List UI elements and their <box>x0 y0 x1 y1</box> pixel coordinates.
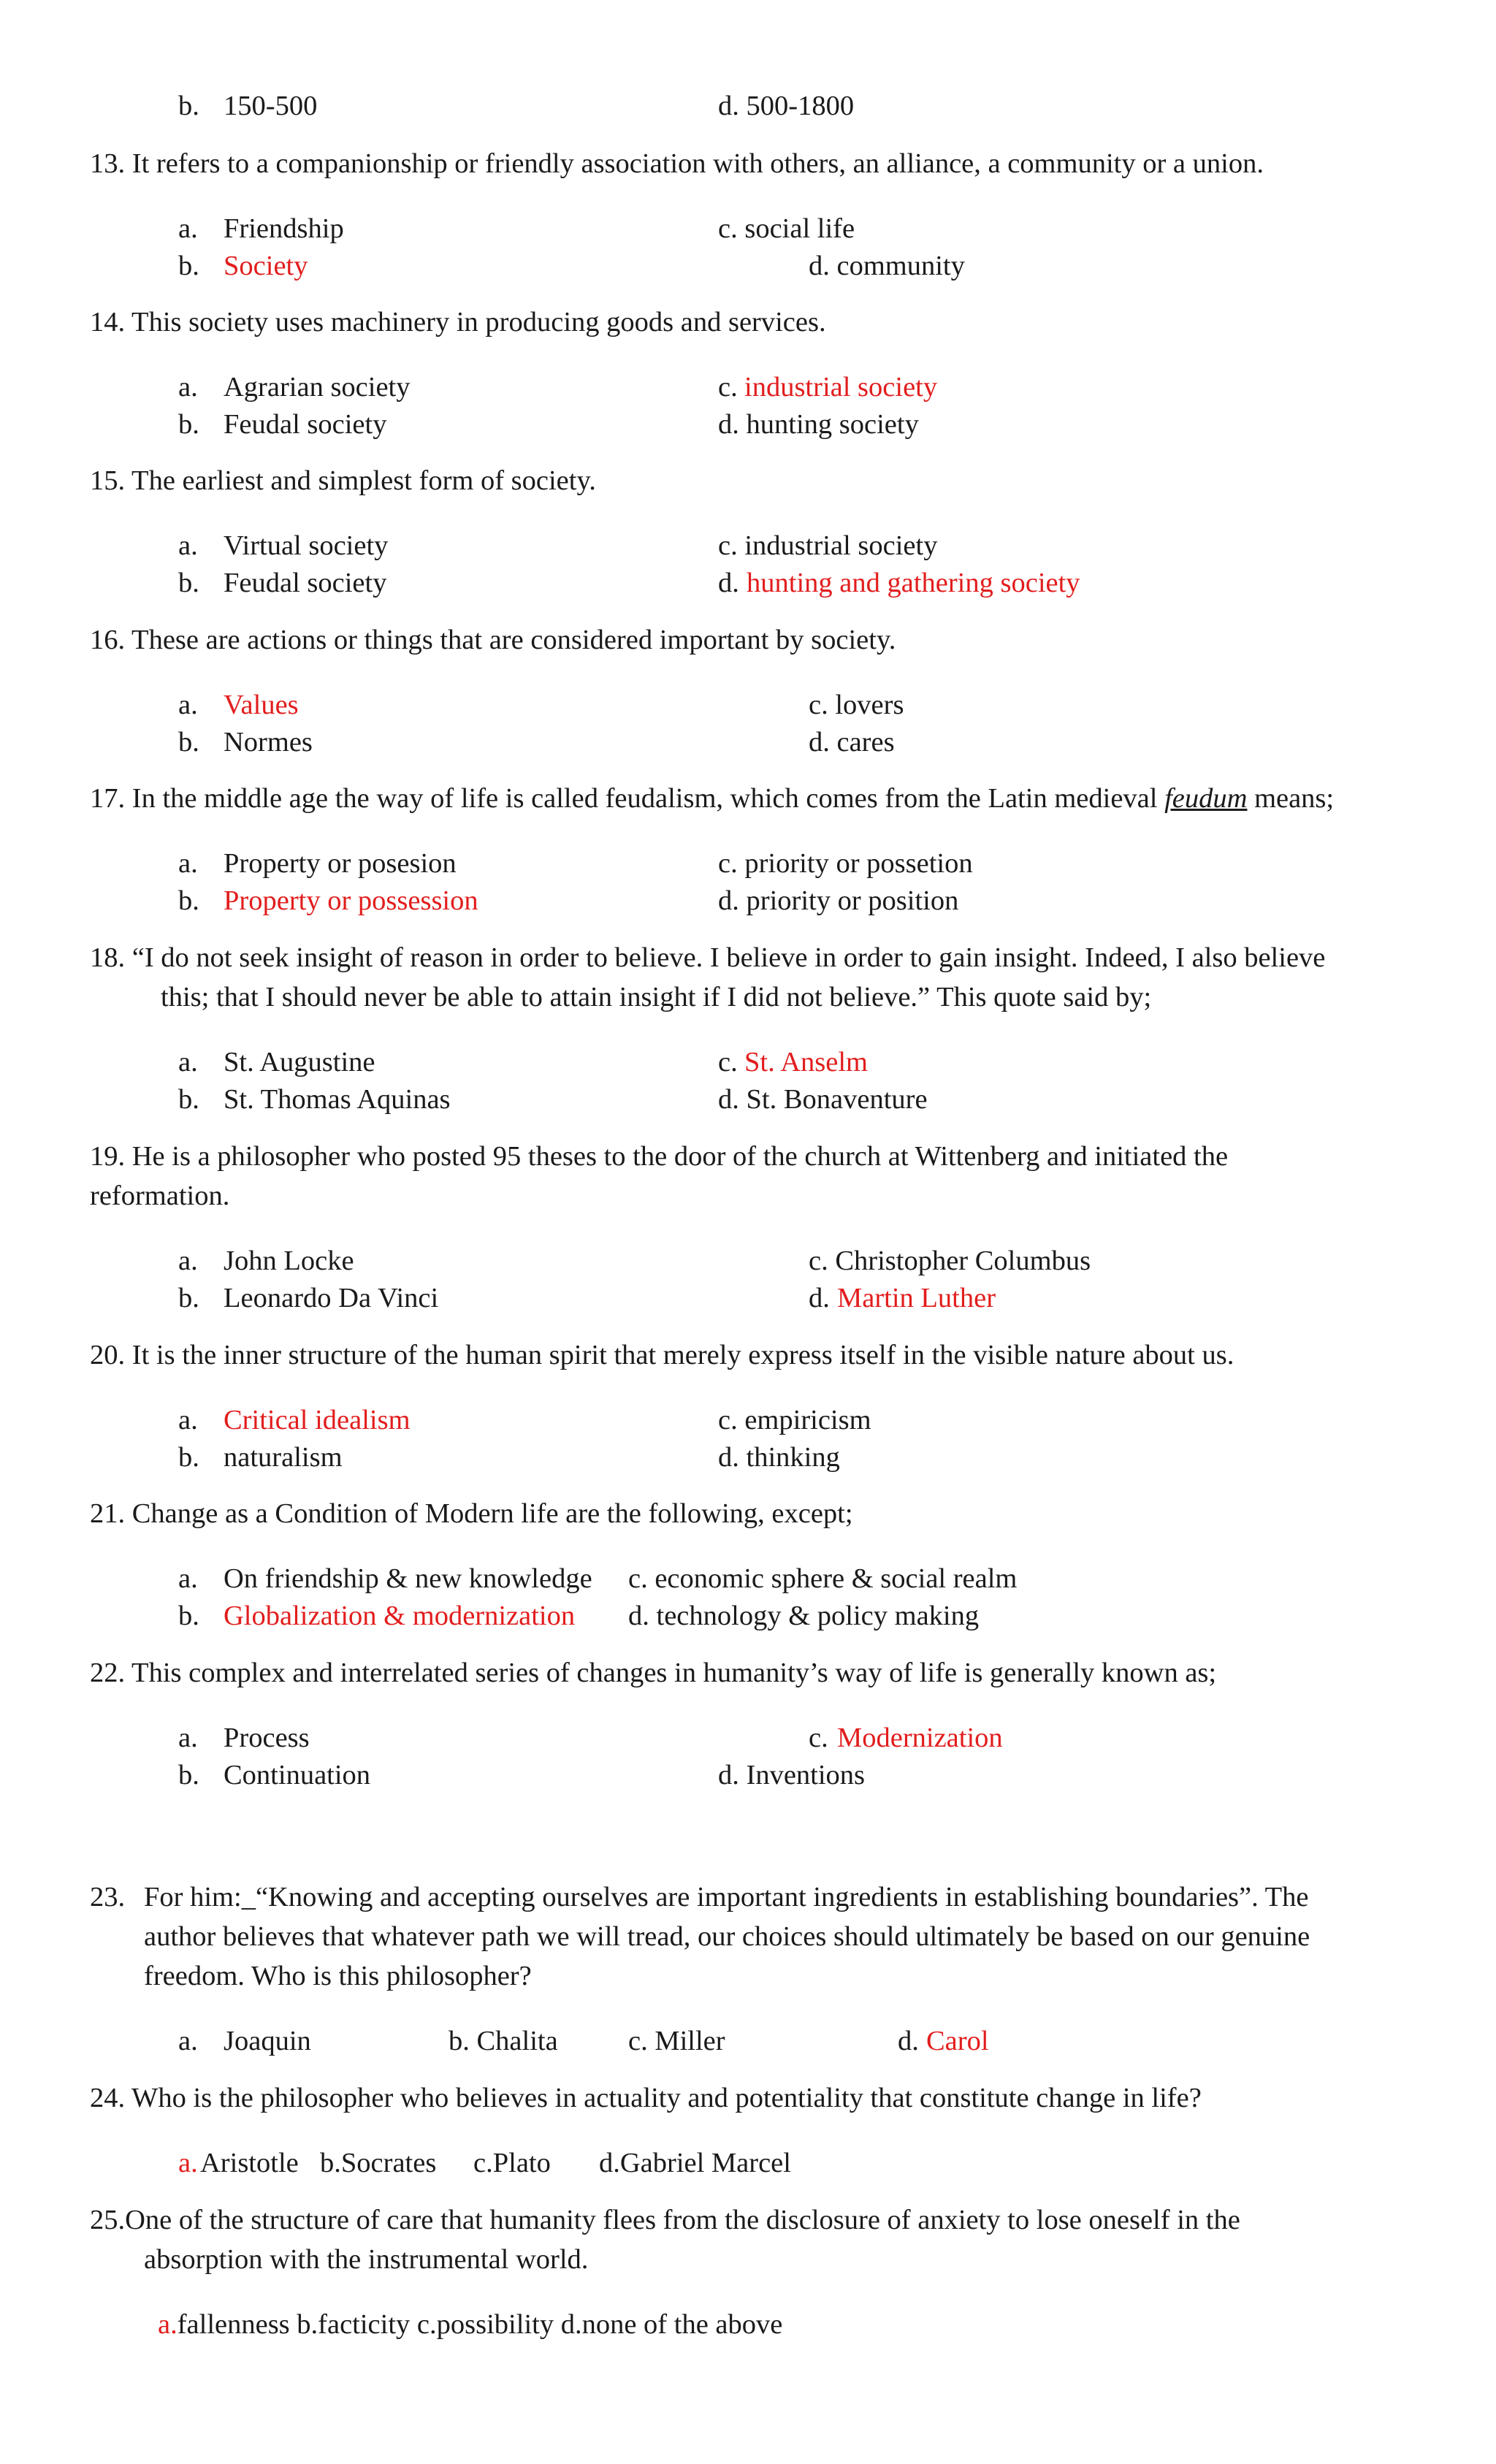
option-d: d. hunting society <box>718 409 919 440</box>
option-a-answer: Aristotle <box>200 2148 299 2178</box>
option-marker: b. <box>178 727 199 758</box>
option-b: naturalism <box>224 1442 343 1473</box>
question-25-options <box>158 2311 782 2339</box>
question-23-stem-line-3: freedom. Who is this philosopher? <box>144 1961 532 1991</box>
question-19-stem-line-2: reformation. <box>90 1180 230 1211</box>
option-a: John Locke <box>224 1246 354 1276</box>
option-a: St. Augustine <box>224 1047 375 1077</box>
option-marker: b. <box>178 409 199 440</box>
question-14-stem: 14. This society uses machinery in producing goods and services. <box>90 307 826 337</box>
option-d: d.Gabriel Marcel <box>599 2148 791 2178</box>
option-c: c. lovers <box>809 690 904 720</box>
question-25-stem-line-1: 25.One of the structure of care that humanity flees from the disclosure of anxiety to lose oneself in the <box>90 2205 1240 2235</box>
option-b: St. Thomas Aquinas <box>224 1084 451 1115</box>
option-c-answer: industrial society <box>744 372 938 403</box>
option-marker: b. <box>178 568 199 598</box>
option-a-answer: fallenness <box>177 2309 290 2340</box>
option-a: Joaquin <box>224 2026 311 2056</box>
option-d: d. 500-1800 <box>718 91 855 121</box>
stem-text: 17. In the middle age the way of life is called feudalism, which comes from the Latin medieval <box>90 783 1165 814</box>
option-marker-answer: a. <box>158 2309 178 2340</box>
option-c: c.Plato <box>473 2148 551 2178</box>
question-23-number: 23. <box>90 1882 126 1912</box>
option-b: b.facticity <box>297 2309 411 2340</box>
option-b-answer: Globalization & modernization <box>224 1601 576 1631</box>
latin-term: feudum <box>1164 783 1248 814</box>
option-c: c.possibility <box>416 2309 554 2340</box>
question-16-stem: 16. These are actions or things that are considered important by society. <box>90 625 896 655</box>
question-24-stem: 24. Who is the philosopher who believes in actuality and potentiality that constitute change in life? <box>90 2083 1202 2113</box>
option-marker: a. <box>178 1563 198 1594</box>
option-d: d. priority or position <box>718 885 959 916</box>
option-a: Agrarian society <box>224 372 411 403</box>
question-23-stem-line-1: For him:_“Knowing and accepting ourselves are important ingredients in establishing boundaries”. The <box>144 1882 1309 1912</box>
option-b: Continuation <box>224 1760 371 1790</box>
question-19-stem-line-1: 19. He is a philosopher who posted 95 theses to the door of the church at Wittenberg and initiated the <box>90 1141 1229 1172</box>
option-marker: a. <box>178 1047 198 1077</box>
option-marker: a. <box>178 1246 198 1276</box>
option-c: c. economic sphere & social realm <box>628 1563 1018 1594</box>
option-a: Virtual society <box>224 530 389 561</box>
option-marker: a. <box>178 530 198 561</box>
option-a: Process <box>224 1723 310 1753</box>
option-d: d.none of the above <box>560 2309 783 2340</box>
option-d-answer: Carol <box>926 2026 989 2056</box>
option-marker: d. <box>898 2026 919 2056</box>
option-marker: b. <box>178 1084 199 1115</box>
option-b: Leonardo Da Vinci <box>224 1283 439 1313</box>
option-marker: a. <box>178 213 198 244</box>
option-c: c. priority or possetion <box>718 848 973 879</box>
question-18-stem-line-1: 18. “I do not seek insight of reason in order to believe. I believe in order to gain insight. Indeed, I also believe <box>90 942 1326 973</box>
option-marker: a. <box>178 1405 198 1435</box>
option-marker: b. <box>178 1442 199 1473</box>
option-d: d. St. Bonaventure <box>718 1084 928 1115</box>
option-a: Property or posesion <box>224 848 457 879</box>
option-c-answer: St. Anselm <box>744 1047 869 1077</box>
option-d: d. thinking <box>718 1442 840 1473</box>
question-21-stem: 21. Change as a Condition of Modern life are the following, except; <box>90 1498 853 1529</box>
option-b: Feudal society <box>224 409 387 440</box>
option-b-answer: Society <box>224 251 308 281</box>
option-a-answer: Critical idealism <box>224 1405 411 1435</box>
option-c: c. industrial society <box>718 530 938 561</box>
option-d-answer: Martin Luther <box>837 1283 996 1313</box>
option-c: c. Miller <box>628 2026 725 2056</box>
option-d: d. community <box>809 251 965 281</box>
option-a: Friendship <box>224 213 344 244</box>
question-17-stem <box>90 785 1334 813</box>
question-13-stem: 13. It refers to a companionship or friendly association with others, an alliance, a community or a union. <box>90 148 1264 179</box>
option-b: b.Socrates <box>320 2148 437 2178</box>
option-b: Feudal society <box>224 568 387 598</box>
option-marker: b. <box>178 1601 199 1631</box>
option-a-answer: Values <box>224 690 299 720</box>
option-d: d. cares <box>809 727 895 758</box>
option-c: c. Christopher Columbus <box>809 1246 1091 1276</box>
option-marker: b. <box>178 91 199 121</box>
option-marker: b. <box>178 1283 199 1313</box>
option-marker: a. <box>178 690 198 720</box>
option-marker: a. <box>178 2026 198 2056</box>
option-c-answer: Modernization <box>837 1723 1003 1753</box>
option-b: b. Chalita <box>449 2026 558 2056</box>
option-b: 150-500 <box>224 91 318 121</box>
question-15-stem: 15. The earliest and simplest form of society. <box>90 465 596 496</box>
question-25-stem-line-2: absorption with the instrumental world. <box>144 2244 589 2275</box>
option-marker: c. <box>809 1723 828 1753</box>
option-d: d. Inventions <box>718 1760 866 1790</box>
question-18-stem-line-2: this; that I should never be able to attain insight if I did not believe.” This quote said by; <box>161 982 1152 1012</box>
option-marker: a. <box>178 372 198 403</box>
question-23-stem-line-2: author believes that whatever path we will tread, our choices should ultimately be based on our genuine <box>144 1921 1310 1952</box>
option-marker: d. <box>809 1283 830 1313</box>
option-d: d. technology & policy making <box>628 1601 980 1631</box>
option-marker: b. <box>178 885 199 916</box>
option-c: c. empiricism <box>718 1405 871 1435</box>
option-b: Normes <box>224 727 313 758</box>
option-marker-answer: a. <box>178 2148 198 2178</box>
option-marker: d. <box>718 568 739 598</box>
option-a: On friendship & new knowledge <box>224 1563 592 1594</box>
stem-text: means; <box>1247 783 1335 814</box>
option-c: c. social life <box>718 213 855 244</box>
option-marker: a. <box>178 1723 198 1753</box>
option-marker: b. <box>178 251 199 281</box>
question-22-stem: 22. This complex and interrelated series of changes in humanity’s way of life is generally known as; <box>90 1658 1217 1688</box>
option-marker: a. <box>178 848 198 879</box>
option-d-answer: hunting and gathering society <box>747 568 1080 598</box>
question-20-stem: 20. It is the inner structure of the human spirit that merely express itself in the visible nature about us. <box>90 1340 1234 1370</box>
option-marker: b. <box>178 1760 199 1790</box>
option-marker: c. <box>718 1047 738 1077</box>
option-marker: c. <box>718 372 738 403</box>
option-b-answer: Property or possession <box>224 885 478 916</box>
